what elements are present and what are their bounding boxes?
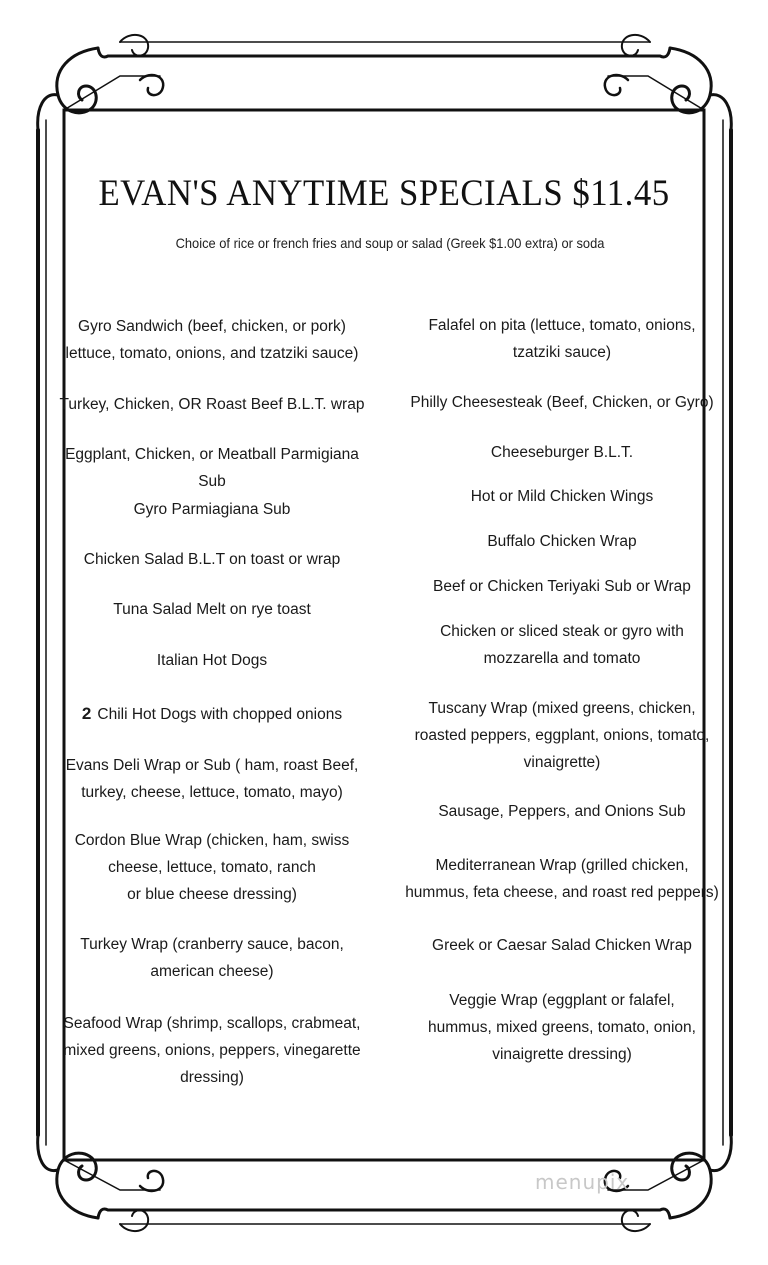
menu-item-right: Philly Cheesesteak (Beef, Chicken, or Gyro) (410, 394, 714, 411)
watermark: menupix (535, 1170, 630, 1194)
menu-item-left: Turkey Wrap (cranberry sauce, bacon, american cheese) (80, 936, 344, 980)
menu-item-left: Evans Deli Wrap or Sub ( ham, roast Beef, turkey, cheese, lettuce, tomato, mayo) (65, 757, 359, 801)
menu-item-left: Turkey, Chicken, OR Roast Beef B.L.T. wrap (59, 396, 365, 413)
menu-subtitle: Choice of rice or french fries and soup or salad (Greek $1.00 extra) or soda (175, 235, 605, 251)
menu-title: EVAN'S ANYTIME SPECIALS $11.45 (98, 173, 670, 214)
menu-item-right: Mediterranean Wrap (grilled chicken, hummus, feta cheese, and roast red peppers) (405, 857, 719, 901)
menu-item-right: Cheeseburger B.L.T. (490, 444, 634, 461)
menu-item-left: Tuna Salad Melt on rye toast (113, 601, 311, 618)
menu-item-right: Chicken or sliced steak or gyro with mozzarella and tomato (440, 623, 684, 667)
menu-item-left: Chicken Salad B.L.T on toast or wrap (83, 551, 341, 568)
menu-item-left: Eggplant, Chicken, or Meatball Parmigiana Sub (65, 446, 359, 490)
menu-item-right: Beef or Chicken Teriyaki Sub or Wrap (433, 578, 691, 595)
item-quantity: 2 (81, 704, 92, 723)
menu-item-left: Seafood Wrap (shrimp, scallops, crabmeat, mixed greens, onions, peppers, vinegarette dressing) (63, 1015, 361, 1086)
menu-item-left: Italian Hot Dogs (156, 652, 268, 669)
menu-item-right: Tuscany Wrap (mixed greens, chicken, roasted peppers, eggplant, onions, tomato, vinaigrette) (414, 700, 710, 771)
menu-item-left: 2 Chili Hot Dogs with chopped onions (81, 704, 343, 723)
menu-item-right: Sausage, Peppers, and Onions Sub (438, 803, 686, 820)
menu-item-right: Veggie Wrap (eggplant or falafel, hummus, mixed greens, tomato, onion, vinaigrette dressing) (428, 992, 696, 1063)
menu-item-right: Falafel on pita (lettuce, tomato, onions, tzatziki sauce) (428, 317, 696, 361)
menu-item-left: Gyro Parmiagiana Sub (133, 501, 291, 518)
menu-item-right: Buffalo Chicken Wrap (487, 533, 637, 550)
menu-item-left: Gyro Sandwich (beef, chicken, or pork) lettuce, tomato, onions, and tzatziki sauce) (65, 318, 359, 362)
menu-item-right: Greek or Caesar Salad Chicken Wrap (432, 937, 692, 954)
menu-item-left: Cordon Blue Wrap (chicken, ham, swiss cheese, lettuce, tomato, ranch or blue cheese dressing) (74, 832, 350, 903)
menu-item-right: Hot or Mild Chicken Wings (470, 488, 654, 505)
